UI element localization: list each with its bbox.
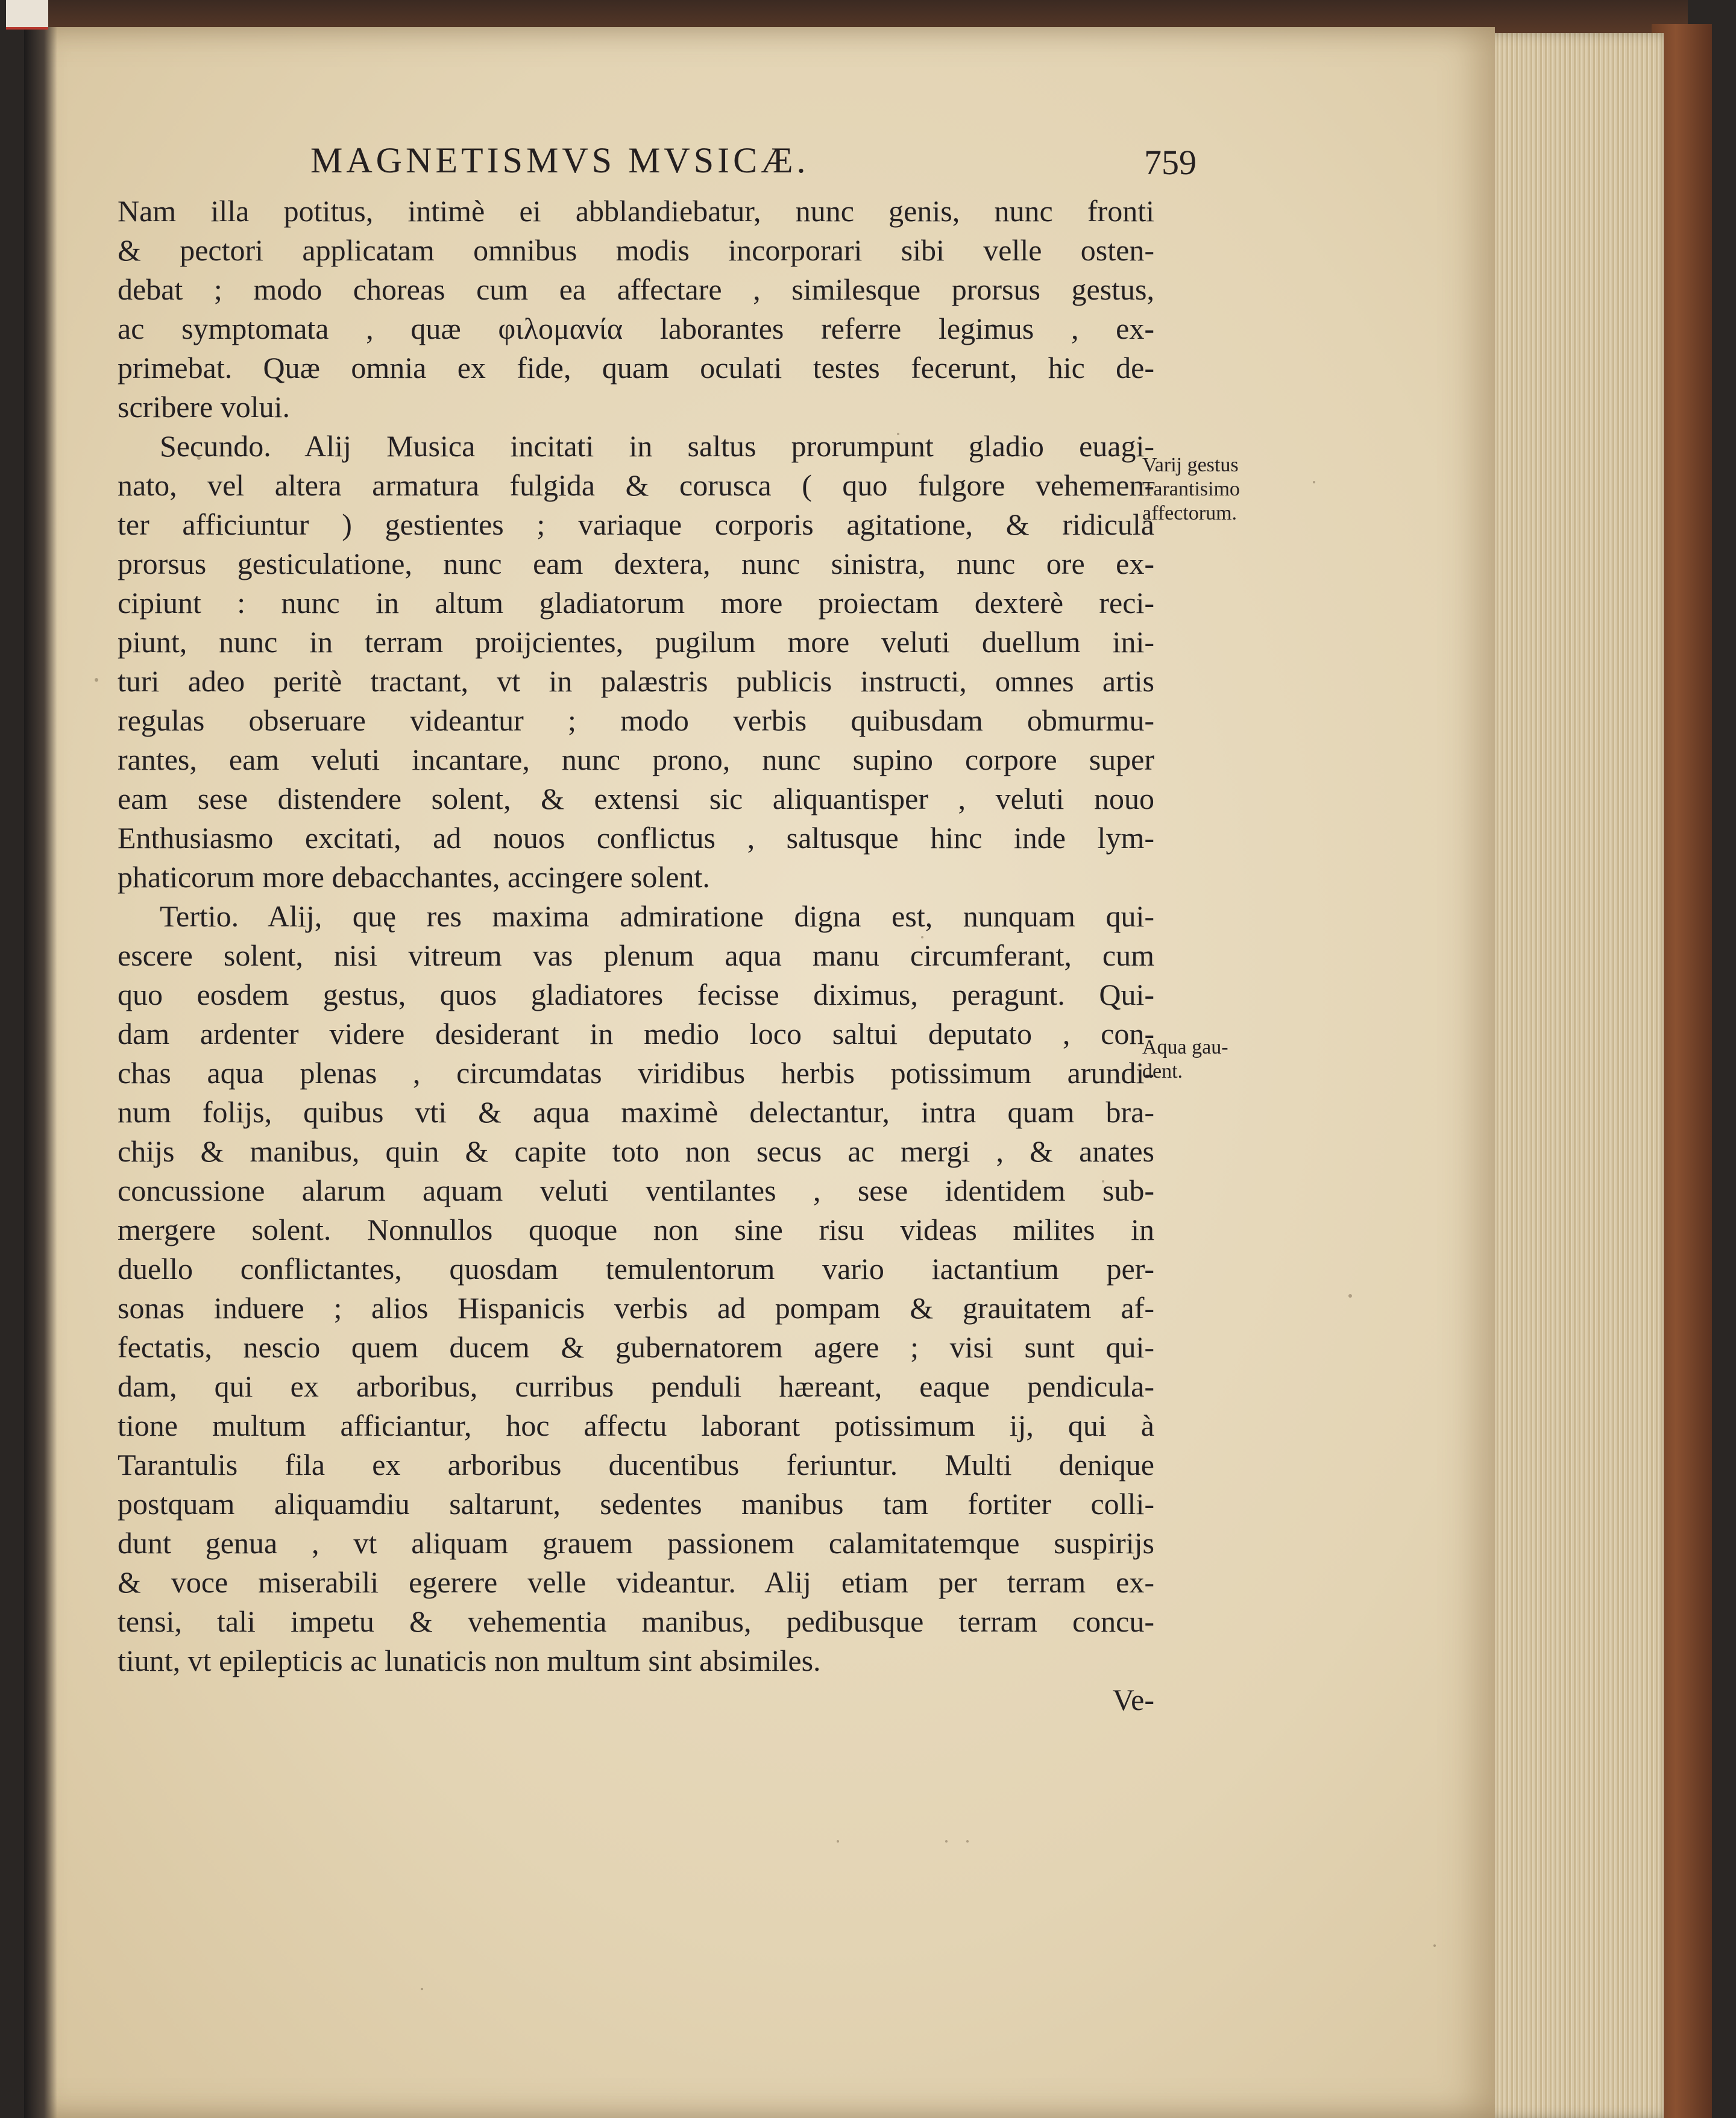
margin-note-line: dent. xyxy=(1142,1060,1183,1083)
margin-note-line: Tarantisimo xyxy=(1142,478,1240,500)
text-line: num folijs, quibus vti & aqua maximè delectantur, intra quam bra- xyxy=(118,1095,1154,1129)
text-line: Enthusiasmo excitati, ad nouos conflictus , saltusque hinc inde lym- xyxy=(118,821,1154,855)
text-line: phaticorum more debacchantes, accingere solent. xyxy=(118,860,710,894)
text-line: quo eosdem gestus, quos gladiatores fecisse diximus, peragunt. Qui- xyxy=(118,978,1154,1011)
text-line: Secundo. Alij Musica incitati in saltus prorumpunt gladio euagi- xyxy=(160,429,1154,463)
margin-note-line: Varij gestus xyxy=(1142,454,1239,476)
text-line: escere solent, nisi vitreum vas plenum aqua manu circumferant, cum xyxy=(118,938,1154,972)
text-line: primebat. Quæ omnia ex fide, quam oculati testes fecerunt, hic de- xyxy=(118,351,1154,385)
text-line: dunt genua , vt aliquam grauem passionem calamitatemque suspirijs xyxy=(118,1526,1154,1560)
running-title: MAGNETISMVS MVSICÆ. xyxy=(310,140,810,180)
text-line: sonas induere ; alios Hispanicis verbis ad pompam & grauitatem af- xyxy=(118,1291,1154,1325)
bookmark-tab xyxy=(6,0,48,30)
text-line: turi adeo peritè tractant, vt in palæstris publicis instructi, omnes artis xyxy=(118,664,1154,698)
book-gutter xyxy=(24,27,57,2118)
text-line: mergere solent. Nonnullos quoque non sine risu videas milites in xyxy=(118,1213,1154,1246)
body-text xyxy=(118,192,1154,1720)
page-edges xyxy=(1471,33,1664,2118)
text-line: scribere volui. xyxy=(118,390,291,424)
text-line: regulas obseruare videantur ; modo verbis quibusdam obmurmu- xyxy=(118,703,1154,737)
margin-note-line: Aqua gau- xyxy=(1142,1036,1228,1058)
text-line: postquam aliquamdiu saltarunt, sedentes manibus tam fortiter colli- xyxy=(118,1487,1154,1521)
text-line: concussione alarum aquam veluti ventilantes , sese identidem sub- xyxy=(118,1174,1154,1207)
text-line: & voce miserabili egerere velle videantur. Alij etiam per terram ex- xyxy=(118,1565,1154,1599)
text-line: fectatis, nescio quem ducem & gubernatorem agere ; visi sunt qui- xyxy=(118,1330,1154,1364)
text-line: chijs & manibus, quin & capite toto non secus ac mergi , & anates xyxy=(118,1134,1154,1168)
text-line: tensi, tali impetu & vehementia manibus, pedibusque terram concu- xyxy=(118,1604,1154,1638)
text-line: dam ardenter videre desiderant in medio loco saltui deputato , con- xyxy=(118,1017,1154,1051)
text-line: Tertio. Alij, quę res maxima admiratione digna est, nunquam qui- xyxy=(160,899,1154,933)
text-line: ter afficiuntur ) gestientes ; variaque corporis agitatione, & ridicula xyxy=(118,508,1154,541)
text-line: ac symptomata , quæ φιλομανία laborantes referre legimus , ex- xyxy=(118,312,1154,345)
text-line: Tarantulis fila ex arboribus ducentibus feriuntur. Multi denique xyxy=(118,1448,1154,1482)
text-line: tione multum afficiantur, hoc affectu laborant potissimum ij, qui à xyxy=(118,1409,1154,1442)
text-line: nato, vel altera armatura fulgida & corusca ( quo fulgore vehemen- xyxy=(118,468,1154,502)
text-line: Nam illa potitus, intimè ei abblandiebatur, nunc genis, nunc fronti xyxy=(118,194,1154,228)
margin-note xyxy=(1142,453,1240,526)
page-header xyxy=(310,140,1197,188)
text-line: rantes, eam veluti incantare, nunc prono, nunc supino corpore super xyxy=(118,743,1154,776)
text-line: tiunt, vt epilepticis ac lunaticis non multum sint absimiles. xyxy=(118,1644,821,1677)
margin-note-line: affectorum. xyxy=(1142,502,1238,524)
text-line: chas aqua plenas , circumdatas viridibus herbis potissimum arundi- xyxy=(118,1056,1154,1090)
text-line: debat ; modo choreas cum ea affectare , similesque prorsus gestus, xyxy=(118,272,1154,306)
margin-note xyxy=(1142,1035,1228,1084)
text-line: & pectori applicatam omnibus modis incorporari sibi velle osten- xyxy=(118,233,1154,267)
text-line: duello conflictantes, quosdam temulentorum vario iactantium per- xyxy=(118,1252,1154,1286)
page-number: 759 xyxy=(1144,143,1197,182)
text-line: eam sese distendere solent, & extensi sic aliquantisper , veluti nouo xyxy=(118,782,1154,815)
text-line: prorsus gesticulatione, nunc eam dextera, nunc sinistra, nunc ore ex- xyxy=(118,547,1154,580)
text-line: piunt, nunc in terram proijcientes, pugilum more veluti duellum ini- xyxy=(118,625,1154,659)
text-line: cipiunt : nunc in altum gladiatorum more proiectam dexterè reci- xyxy=(118,586,1154,620)
catchword: Ve- xyxy=(1112,1683,1154,1717)
text-line: dam, qui ex arboribus, curribus penduli hæreant, eaque pendicula- xyxy=(118,1369,1154,1403)
